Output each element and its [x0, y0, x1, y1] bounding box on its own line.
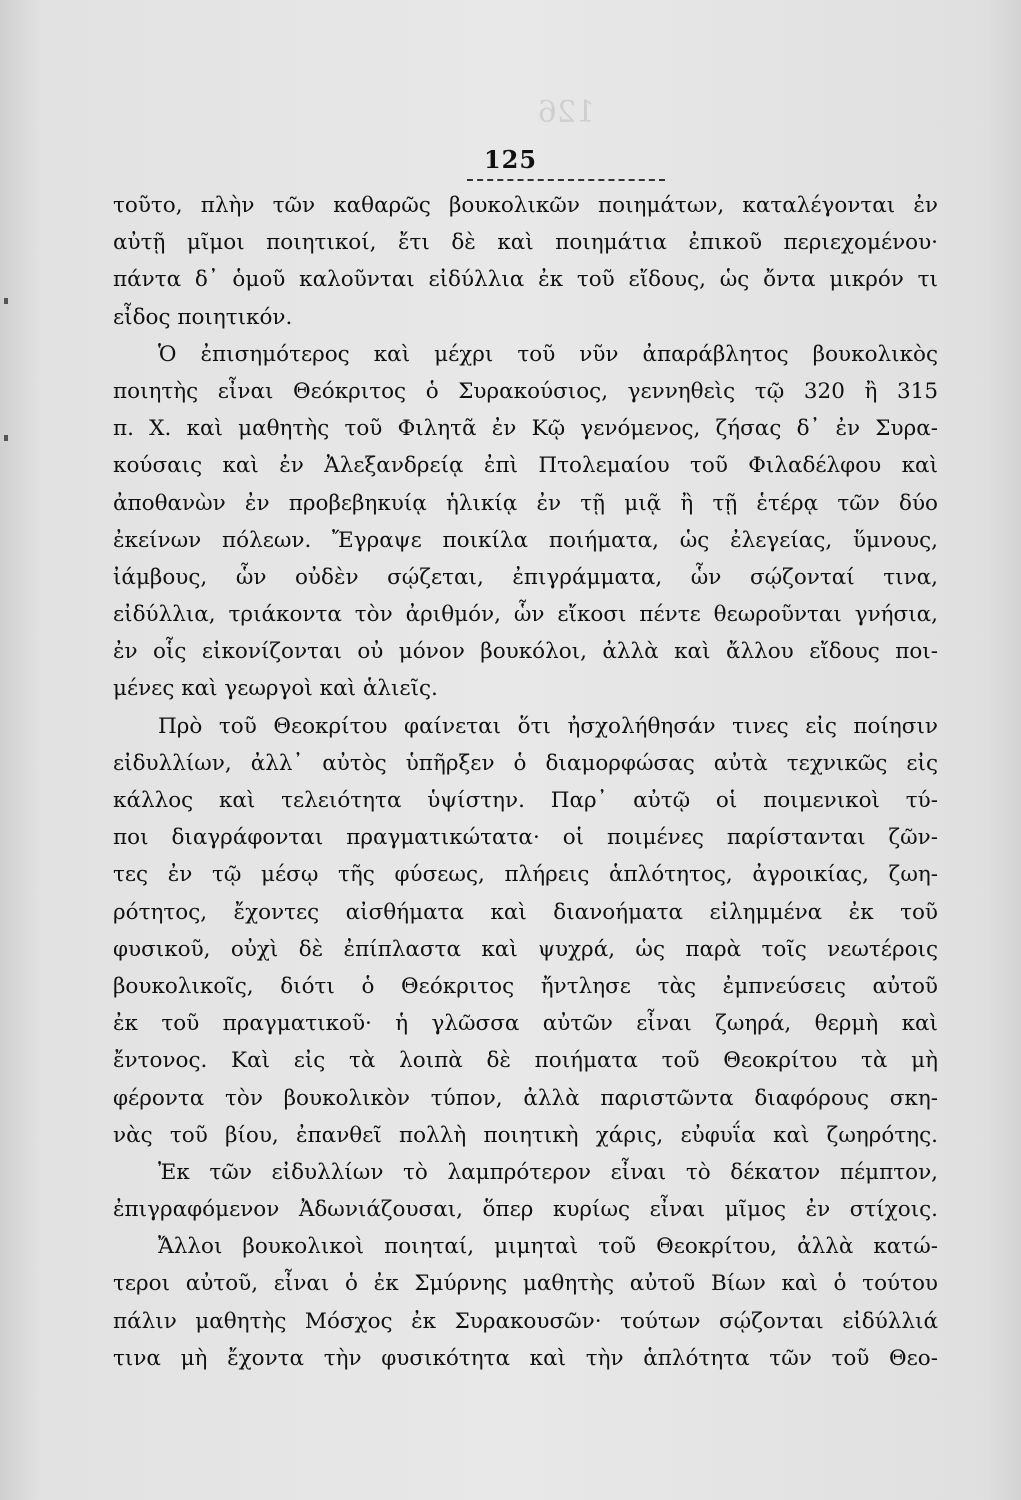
text-line: ἐπιγραφόμενον Ἀδωνιάζουσαι, ὅπερ κυρίως εἶναι μῖμος ἐν στίχοις.	[113, 1197, 938, 1223]
text-line: τες ἐν τῷ μέσῳ τῆς φύσεως, πλήρεις ἁπλότητος, ἀγροικίας, ζωη-	[113, 862, 938, 888]
text-line: κάλλος καὶ τελειότητα ὑψίστην. Παρ᾽ αὐτῷ οἱ ποιμενικοὶ τύ-	[113, 788, 938, 813]
scan-mark	[4, 435, 8, 441]
text-line: τεροι αὐτοῦ, εἶναι ὁ ἐκ Σμύρνης μαθητὴς αὐτοῦ Βίων καὶ ὁ τούτου	[113, 1271, 938, 1297]
text-line: νὰς τοῦ βίου, ἐπανθεῖ πολλὴ ποιητικὴ χάρις, εὐφυΐα καὶ ζωηρότης.	[113, 1122, 938, 1148]
text-line: ἰάμβους, ὧν οὐδὲν σῴζεται, ἐπιγράμματα, ὧν σῴζονταί τινα,	[113, 564, 938, 590]
text-line: ἐκ τοῦ πραγματικοῦ· ἡ γλῶσσα αὐτῶν εἶναι ζωηρά, θερμὴ καὶ	[113, 1011, 938, 1037]
text-line: Πρὸ τοῦ Θεοκρίτου φαίνεται ὅτι ἠσχολήθησάν τινες εἰς ποίησιν	[158, 713, 938, 739]
text-line: ἐν οἷς εἰκονίζονται οὐ μόνον βουκόλοι, ἀλλὰ καὶ ἄλλου εἴδους ποι-	[113, 639, 938, 665]
text-line: τοῦτο, πλὴν τῶν καθαρῶς βουκολικῶν ποιημάτων, καταλέγονται ἐν	[113, 193, 938, 218]
text-line: ἀποθανὼν ἐν προβεβηκυίᾳ ἡλικίᾳ ἐν τῇ μιᾷ ἢ τῇ ἑτέρᾳ τῶν δύο	[113, 490, 938, 516]
show-through-page-number: 126	[537, 95, 595, 130]
text-line: βουκολικοῖς, διότι ὁ Θεόκριτος ἤντλησε τὰς ἐμπνεύσεις αὐτοῦ	[113, 973, 938, 999]
text-line: Ὁ ἐπισημότερος καὶ μέχρι τοῦ νῦν ἀπαράβλητος βουκολικὸς	[158, 341, 938, 367]
text-line: εἶδος ποιητικόν.	[113, 304, 293, 330]
text-line: μένες καὶ γεωργοὶ καὶ ἁλιεῖς.	[113, 676, 438, 702]
page-number-rule	[467, 179, 665, 181]
text-line: εἰδυλλίων, ἀλλ᾽ αὐτὸς ὑπῆρξεν ὁ διαμορφώσας αὐτὰ τεχνικῶς εἰς	[113, 750, 938, 776]
text-line: εἰδύλλια, τριάκοντα τὸν ἀριθμόν, ὧν εἴκοσι πέντε θεωροῦνται γνήσια,	[113, 602, 938, 628]
text-line: Ἄλλοι βουκολικοὶ ποιηταί, μιμηταὶ τοῦ Θεοκρίτου, ἀλλὰ κατώ-	[158, 1234, 938, 1260]
text-line: ἔντονος. Καὶ εἰς τὰ λοιπὰ δὲ ποιήματα τοῦ Θεοκρίτου τὰ μὴ	[113, 1048, 938, 1074]
text-line: φέροντα τὸν βουκολικὸν τύπον, ἀλλὰ παριστῶντα διαφόρους σκη-	[113, 1085, 938, 1111]
text-line: πάλιν μαθητὴς Μόσχος ἐκ Συρακουσῶν· τούτων σῴζονται εἰδύλλιά	[113, 1308, 938, 1334]
text-line: τινα μὴ ἔχοντα τὴν φυσικότητα καὶ τὴν ἁπλότητα τῶν τοῦ Θεο-	[113, 1345, 938, 1371]
text-line: φυσικοῦ, οὐχὶ δὲ ἐπίπλαστα καὶ ψυχρά, ὡς παρὰ τοῖς νεωτέροις	[113, 936, 938, 962]
text-line: π. Χ. καὶ μαθητὴς τοῦ Φιλητᾶ ἐν Κῷ γενόμενος, ζήσας δ᾽ ἐν Συρα-	[113, 416, 938, 442]
text-line: Ἐκ τῶν εἰδυλλίων τὸ λαμπρότερον εἶναι τὸ δέκατον πέμπτον,	[158, 1159, 938, 1185]
text-line: ρότητος, ἔχοντες αἰσθήματα καὶ διανοήματα εἰλημμένα ἐκ τοῦ	[113, 899, 938, 925]
page-number: 125	[483, 145, 538, 174]
body-text	[113, 187, 938, 1377]
text-line: πάντα δ᾽ ὁμοῦ καλοῦνται εἰδύλλια ἐκ τοῦ εἴδους, ὡς ὄντα μικρόν τι	[113, 267, 938, 293]
text-line: κούσαις καὶ ἐν Ἀλεξανδρείᾳ ἐπὶ Πτολεμαίου τοῦ Φιλαδέλφου καὶ	[113, 453, 938, 479]
text-line: ποι διαγράφονται πραγματικώτατα· οἱ ποιμένες παρίστανται ζῶν-	[113, 825, 938, 851]
text-line: αὐτῇ μῖμοι ποιητικοί, ἔτι δὲ καὶ ποιημάτια ἐπικοῦ περιεχομένου·	[113, 230, 938, 256]
text-line: ποιητὴς εἶναι Θεόκριτος ὁ Συρακούσιος, γεννηθεὶς τῷ 320 ἢ 315	[113, 378, 938, 404]
scan-mark	[4, 298, 8, 304]
text-line: ἐκείνων πόλεων. Ἔγραψε ποικίλα ποιήματα, ὡς ἐλεγείας, ὕμνους,	[113, 527, 938, 553]
